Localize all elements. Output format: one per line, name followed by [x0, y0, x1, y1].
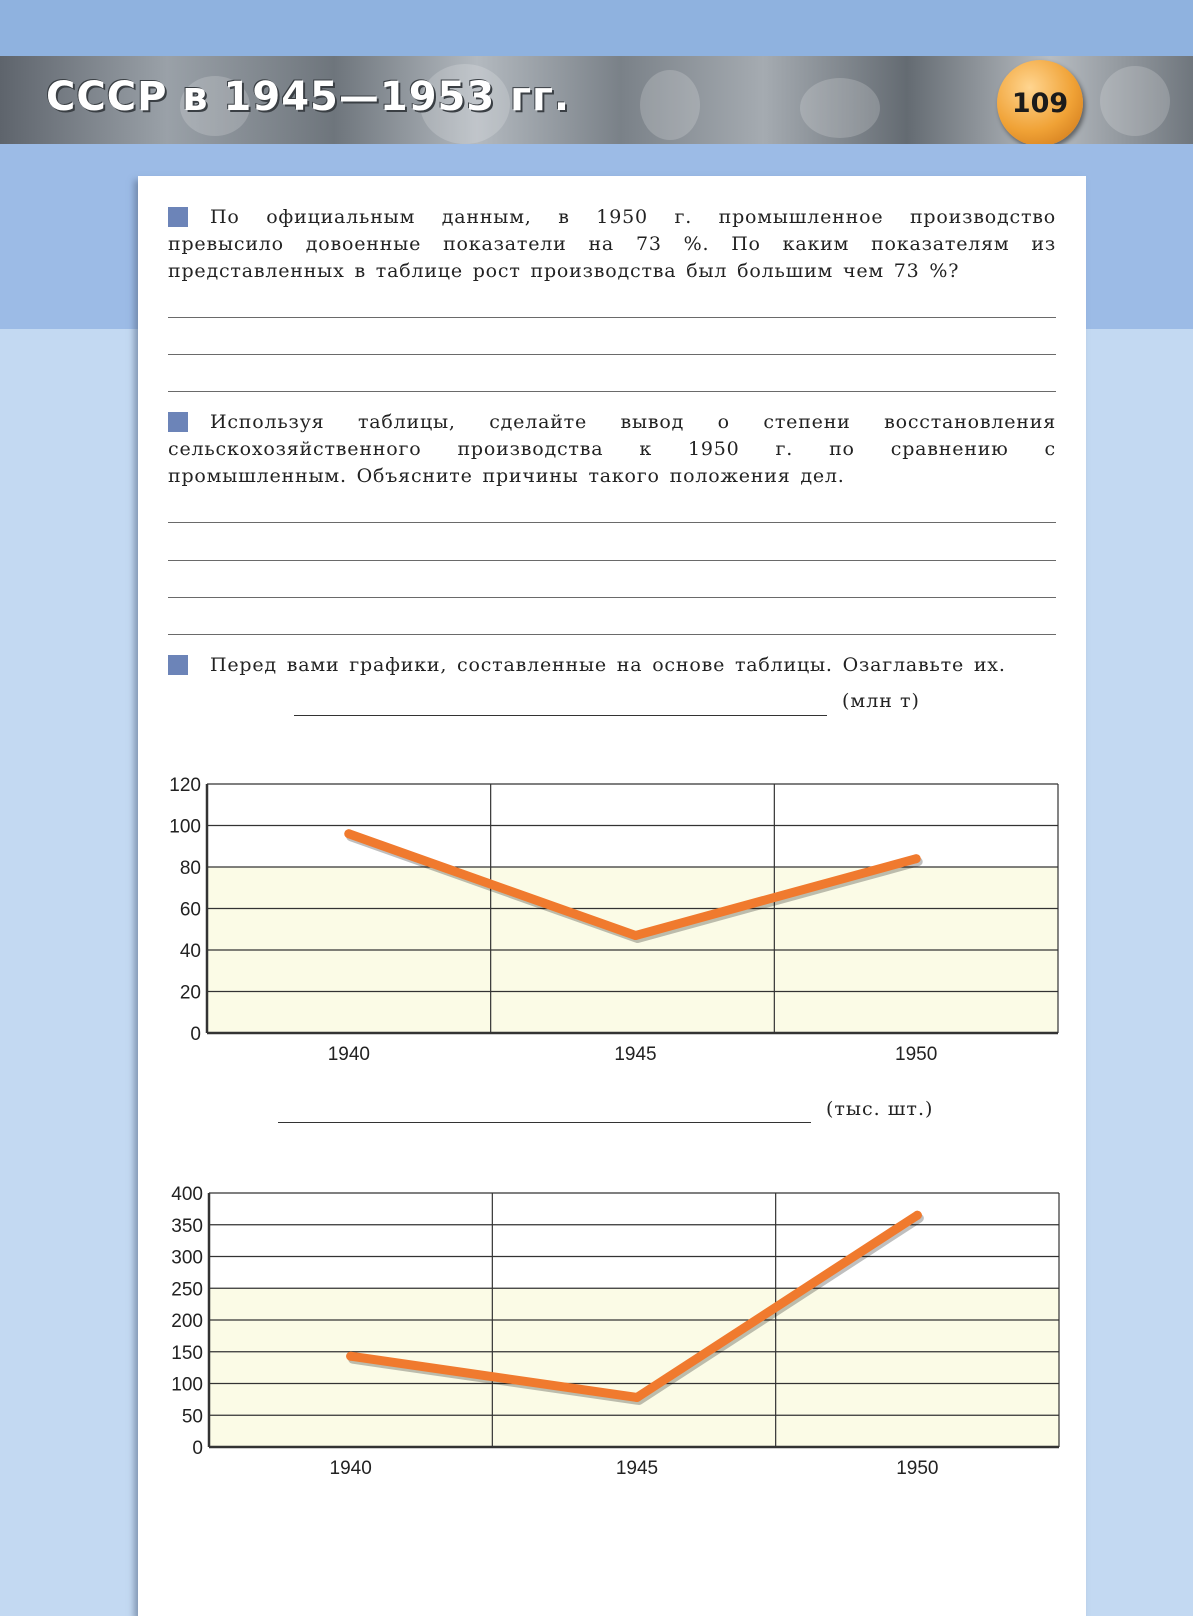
chart-1-y-tick-label: 0	[190, 1024, 201, 1045]
chart-2-fill-area	[209, 1288, 1059, 1447]
chart-2-title-blank[interactable]	[278, 1122, 811, 1123]
chart-2-y-tick-label: 250	[171, 1279, 203, 1301]
chart-2-unit: (тыс. шт.)	[826, 1098, 934, 1120]
chart-1-y-tick-label: 80	[179, 858, 201, 879]
task-marker-icon	[168, 207, 188, 227]
chart-2-y-tick-label: 200	[171, 1311, 203, 1332]
chart-2-y-tick-label: 0	[192, 1438, 203, 1459]
chart-1-x-tick-label: 1950	[895, 1044, 938, 1065]
chart-1	[0, 760, 1193, 1070]
chart-2-x-tick-label: 1940	[329, 1458, 372, 1479]
chart-2-y-tick-label: 400	[171, 1184, 203, 1205]
task-marker-icon	[168, 412, 188, 432]
task-3-text: Перед вами графики, составленные на основе таблицы. Озаглавьте их.	[210, 654, 1006, 676]
answer-line[interactable]	[168, 354, 1056, 355]
chart-2-data-point	[633, 1393, 642, 1402]
task-marker-icon	[168, 655, 188, 675]
page-number-badge: 109	[997, 60, 1083, 146]
task-2-text: Используя таблицы, сделайте вывод о степени восстановления сельскохозяйственного производства к 1950 г. по сравнению с промышленным. Объясните причины такого положения дел.	[168, 411, 1056, 487]
chapter-title: СССР в 1945—1953 гг.	[46, 74, 571, 120]
answer-line[interactable]	[168, 391, 1056, 392]
chart-1-y-tick-label: 40	[179, 941, 201, 962]
answer-line[interactable]	[168, 522, 1056, 523]
chart-1-data-point	[344, 829, 353, 838]
chart-1-y-tick-label: 100	[169, 816, 201, 838]
chart-1-y-tick-label: 20	[179, 982, 201, 1004]
top-color-bar	[0, 0, 1193, 56]
chart-2-y-tick-label: 100	[171, 1374, 203, 1396]
chart-1-y-tick-label: 60	[179, 899, 201, 921]
chart-1-data-point	[912, 854, 921, 863]
chart-1-title-blank[interactable]	[294, 715, 827, 716]
task-1	[168, 204, 1056, 285]
chart-1-y-tick-label: 120	[169, 775, 201, 796]
chart-2-y-tick-label: 300	[171, 1247, 203, 1269]
chart-1-unit: (млн т)	[842, 690, 920, 712]
answer-line[interactable]	[168, 560, 1056, 561]
chart-2-x-tick-label: 1950	[896, 1458, 939, 1479]
chart-2-y-tick-label: 50	[181, 1406, 203, 1428]
answer-line[interactable]	[168, 597, 1056, 598]
chart-2-x-tick-label: 1945	[615, 1458, 659, 1479]
chart-1-data-point	[631, 931, 640, 940]
answer-line[interactable]	[168, 317, 1056, 318]
chart-1-x-tick-label: 1940	[327, 1044, 370, 1065]
chart-2	[0, 1170, 1193, 1480]
task-3	[168, 652, 1056, 679]
task-1-text: По официальным данным, в 1950 г. промышленное производство превысило довоенные показатели на 73 %. По каким показателям из представленных в таблице рост производства был большим чем 73 %?	[168, 206, 1056, 282]
chart-2-data-point	[346, 1352, 355, 1361]
answer-line[interactable]	[168, 634, 1056, 635]
task-2	[168, 409, 1056, 490]
chart-2-y-tick-label: 350	[171, 1215, 203, 1237]
chart-2-y-tick-label: 150	[171, 1342, 203, 1364]
chart-1-x-tick-label: 1945	[614, 1044, 657, 1065]
chart-2-data-point	[913, 1211, 922, 1220]
